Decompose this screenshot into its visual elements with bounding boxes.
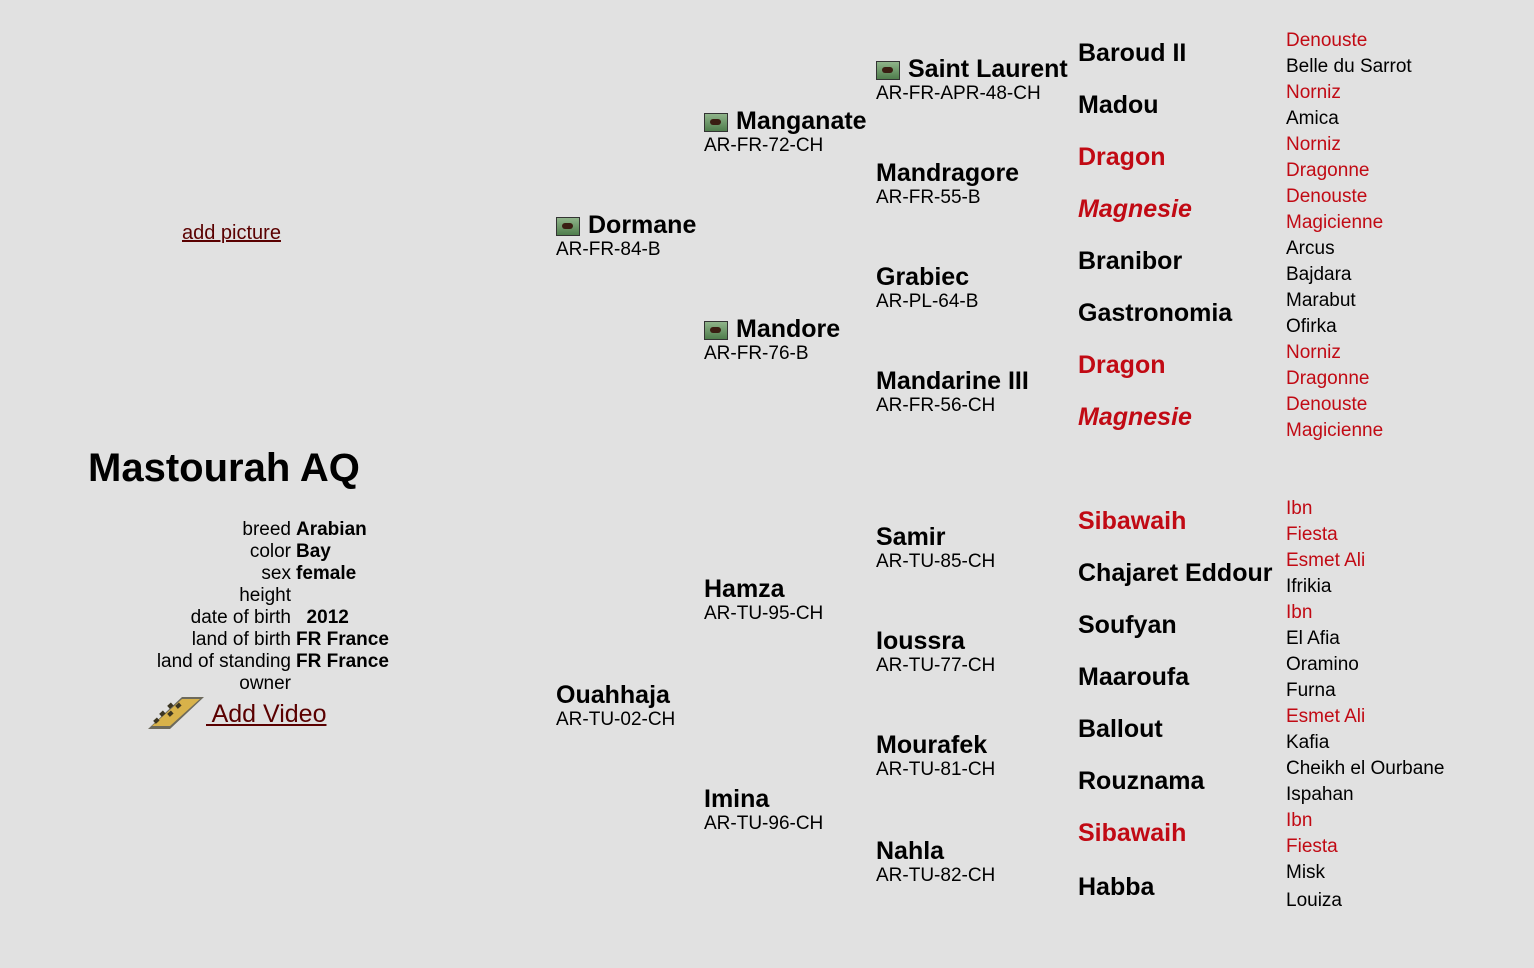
- gen5-horse[interactable]: Louiza: [1286, 890, 1342, 911]
- info-value-breed: Arabian: [296, 519, 367, 540]
- gen3-name[interactable]: Ioussra: [876, 627, 965, 655]
- horse-photo-icon[interactable]: [704, 113, 728, 132]
- gen5-horse[interactable]: Fiesta: [1286, 836, 1338, 857]
- gen4-horse[interactable]: Sibawaih: [1078, 507, 1187, 535]
- gen5-horse[interactable]: Amica: [1286, 108, 1339, 129]
- gen5-horse[interactable]: Ofirka: [1286, 316, 1337, 337]
- info-label-height: height: [239, 585, 291, 606]
- gen4-horse[interactable]: Rouznama: [1078, 767, 1205, 795]
- gen3-name[interactable]: Saint Laurent: [908, 55, 1068, 83]
- pedigree-gen3-node[interactable]: [876, 159, 1019, 209]
- gen2-name[interactable]: Imina: [704, 785, 770, 813]
- pedigree-gen2-node[interactable]: [704, 315, 840, 365]
- pedigree-gen3-node[interactable]: [876, 837, 995, 887]
- gen5-horse[interactable]: Esmet Ali: [1286, 550, 1366, 571]
- dam-reg: AR-TU-02-CH: [556, 709, 676, 730]
- horse-photo-icon[interactable]: [704, 321, 728, 340]
- info-value-color: Bay: [296, 541, 331, 562]
- sire-reg: AR-FR-84-B: [556, 239, 661, 260]
- pedigree-gen3-node[interactable]: [876, 55, 1068, 105]
- info-label-sex: sex: [261, 563, 291, 584]
- gen5-horse[interactable]: Norniz: [1286, 342, 1341, 363]
- gen4-horse[interactable]: Maaroufa: [1078, 663, 1190, 691]
- gen3-reg: AR-FR-APR-48-CH: [876, 83, 1041, 104]
- add-video-link[interactable]: Add Video: [206, 700, 327, 728]
- gen4-horse[interactable]: Sibawaih: [1078, 819, 1187, 847]
- gen4-horse[interactable]: Branibor: [1078, 247, 1183, 275]
- gen4-horse[interactable]: Magnesie: [1078, 195, 1192, 223]
- gen4-horse[interactable]: Dragon: [1078, 143, 1166, 171]
- gen2-name[interactable]: Manganate: [736, 107, 867, 135]
- gen5-horse[interactable]: Ibn: [1286, 498, 1313, 519]
- gen4-horse[interactable]: Gastronomia: [1078, 299, 1233, 327]
- gen5-horse[interactable]: Ispahan: [1286, 784, 1354, 805]
- gen3-reg: AR-FR-56-CH: [876, 395, 996, 416]
- gen3-name[interactable]: Mandragore: [876, 159, 1020, 187]
- gen5-horse[interactable]: Denouste: [1286, 30, 1368, 51]
- gen5-horse[interactable]: Belle du Sarrot: [1286, 56, 1412, 77]
- gen3-name[interactable]: Mourafek: [876, 731, 988, 759]
- gen5-horse[interactable]: Misk: [1286, 862, 1326, 883]
- gen4-horse[interactable]: Chajaret Eddour: [1078, 559, 1273, 587]
- pedigree-gen3-node[interactable]: [876, 263, 978, 313]
- gen4-horse[interactable]: Baroud II: [1078, 39, 1187, 67]
- gen4-horse[interactable]: Magnesie: [1078, 403, 1192, 431]
- gen5-horse[interactable]: Magicienne: [1286, 420, 1384, 441]
- gen5-horse[interactable]: Bajdara: [1286, 264, 1352, 285]
- gen3-reg: AR-PL-64-B: [876, 291, 979, 312]
- gen5-horse[interactable]: Denouste: [1286, 394, 1368, 415]
- gen5-horse[interactable]: Magicienne: [1286, 212, 1384, 233]
- gen3-name[interactable]: Mandarine III: [876, 367, 1029, 395]
- info-label-date-of-birth: date of birth: [190, 607, 291, 628]
- info-label-land-of-birth: land of birth: [191, 629, 291, 650]
- gen5-horse[interactable]: Ibn: [1286, 810, 1313, 831]
- gen5-horse[interactable]: Dragonne: [1286, 368, 1370, 389]
- horse-photo-icon[interactable]: [556, 217, 580, 236]
- gen2-reg: AR-FR-72-CH: [704, 135, 824, 156]
- gen5-horse[interactable]: Cheikh el Ourbane: [1286, 758, 1445, 779]
- gen5-horse[interactable]: El Afia: [1286, 628, 1340, 649]
- film-strip-icon: [148, 697, 204, 729]
- gen4-horse[interactable]: Soufyan: [1078, 611, 1177, 639]
- pedigree-gen2-node[interactable]: [704, 107, 867, 157]
- add-picture-link[interactable]: add picture: [182, 222, 281, 244]
- pedigree-gen2-node[interactable]: [704, 575, 823, 625]
- gen5-horse[interactable]: Esmet Ali: [1286, 706, 1366, 727]
- gen3-reg: AR-TU-85-CH: [876, 551, 996, 572]
- info-label-land-of-standing: land of standing: [156, 651, 291, 672]
- gen3-reg: AR-TU-81-CH: [876, 759, 996, 780]
- horse-name: Mastourah AQ: [88, 446, 360, 490]
- gen5-horse[interactable]: Arcus: [1286, 238, 1335, 259]
- gen2-reg: AR-FR-76-B: [704, 343, 809, 364]
- gen4-horse[interactable]: Ballout: [1078, 715, 1163, 743]
- gen3-reg: AR-TU-77-CH: [876, 655, 996, 676]
- info-label-owner: owner: [239, 673, 291, 694]
- gen5-horse[interactable]: Ifrikia: [1286, 576, 1332, 597]
- gen5-horse[interactable]: Marabut: [1286, 290, 1356, 311]
- gen3-reg: AR-FR-55-B: [876, 187, 981, 208]
- info-label-breed: breed: [242, 519, 291, 540]
- gen5-horse[interactable]: Kafia: [1286, 732, 1330, 753]
- gen5-horse[interactable]: Norniz: [1286, 82, 1341, 103]
- gen4-horse[interactable]: Dragon: [1078, 351, 1166, 379]
- gen5-horse[interactable]: Dragonne: [1286, 160, 1370, 181]
- dam-name[interactable]: Ouahhaja: [556, 681, 670, 709]
- info-label-color: color: [249, 541, 291, 562]
- sire-name[interactable]: Dormane: [588, 211, 697, 239]
- pedigree-gen3-node[interactable]: [876, 523, 995, 573]
- gen3-name[interactable]: Grabiec: [876, 263, 970, 291]
- gen4-horse[interactable]: Madou: [1078, 91, 1159, 119]
- pedigree-sire[interactable]: [556, 211, 696, 261]
- info-value-sex: female: [296, 563, 357, 584]
- gen2-name[interactable]: Mandore: [736, 315, 841, 343]
- info-value-land-of-birth: FR France: [296, 629, 389, 650]
- info-value-land-of-standing: FR France: [296, 651, 389, 672]
- gen3-name[interactable]: Samir: [876, 523, 946, 551]
- horse-photo-icon[interactable]: [876, 61, 900, 80]
- gen2-name[interactable]: Hamza: [704, 575, 785, 603]
- gen3-name[interactable]: Nahla: [876, 837, 945, 865]
- gen5-horse[interactable]: Denouste: [1286, 186, 1368, 207]
- pedigree-gen2-node[interactable]: [704, 785, 823, 835]
- gen4-horse[interactable]: Habba: [1078, 873, 1155, 901]
- pedigree-gen3-node[interactable]: [876, 367, 1029, 417]
- pedigree-gen3-node[interactable]: [876, 731, 995, 781]
- gen2-reg: AR-TU-96-CH: [704, 813, 824, 834]
- pedigree-dam[interactable]: [556, 681, 675, 731]
- gen3-reg: AR-TU-82-CH: [876, 865, 996, 886]
- gen5-horse[interactable]: Ibn: [1286, 602, 1313, 623]
- gen5-horse[interactable]: Fiesta: [1286, 524, 1338, 545]
- gen5-horse[interactable]: Norniz: [1286, 134, 1341, 155]
- gen2-reg: AR-TU-95-CH: [704, 603, 824, 624]
- pedigree-gen3-node[interactable]: [876, 627, 995, 677]
- gen5-horse[interactable]: Furna: [1286, 680, 1336, 701]
- gen5-horse[interactable]: Oramino: [1286, 654, 1359, 675]
- info-value-date-of-birth: 2012: [296, 607, 349, 628]
